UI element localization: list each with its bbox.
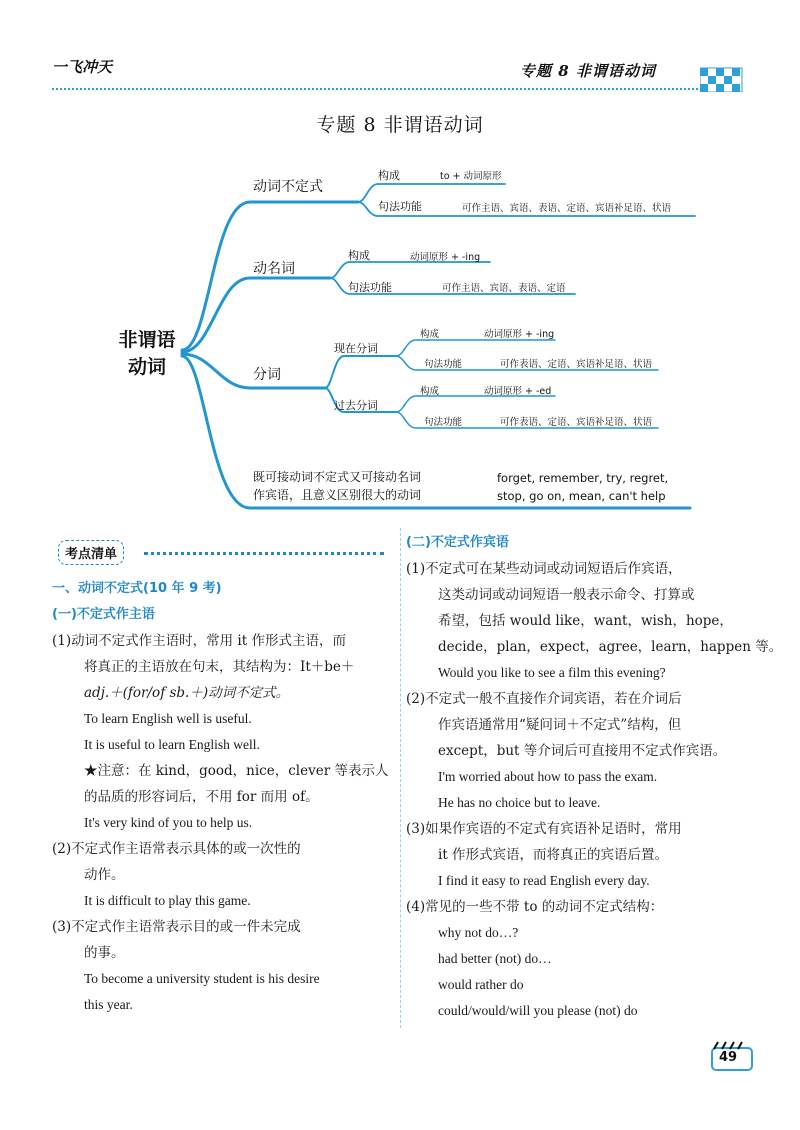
mindmap-root bbox=[114, 327, 180, 381]
right-line: 希望，包括 would like，want，wish，hope， bbox=[438, 613, 733, 629]
left-line: (2)不定式作主语常表示具体的或一次性的 bbox=[52, 841, 301, 857]
mm-past-func-value: 可作表语、定语、宾语补足语、状语 bbox=[500, 417, 653, 428]
right-line: except，but 等介词后可直接用不定式作宾语。 bbox=[438, 743, 727, 759]
left-example: To learn English well is useful. bbox=[84, 711, 252, 726]
right-example: had better (not) do… bbox=[438, 951, 552, 966]
right-line: (4)常见的一些不带 to 的动词不定式结构： bbox=[406, 899, 664, 915]
mm-both-line2: 作宾语，且意义区别很大的动词 bbox=[253, 488, 422, 502]
header-section-title: 专题 8 非谓语动词 bbox=[520, 62, 656, 80]
right-column bbox=[406, 530, 783, 1024]
brand-logo: 一飞冲天 bbox=[52, 58, 113, 76]
mm-past-form-label: 构成 bbox=[420, 386, 440, 397]
left-line: adj.＋(for/of sb.＋)动词不定式。 bbox=[84, 685, 290, 701]
right-line: (1)不定式可在某些动词或动词短语后作宾语， bbox=[406, 561, 682, 577]
mm-past-label: 过去分词 bbox=[334, 399, 378, 412]
kaodian-banner bbox=[58, 540, 388, 564]
mindmap-root-line2: 动词 bbox=[127, 356, 166, 378]
right-example: Would you like to see a film this evening? bbox=[438, 665, 666, 680]
left-section-heading: 一、动词不定式(10 年 9 考) bbox=[52, 581, 222, 596]
mm-both-description bbox=[253, 468, 421, 504]
left-line: 动作。 bbox=[84, 867, 125, 883]
mm-gerund-label: 动名词 bbox=[253, 261, 295, 277]
mindmap-root-line1: 非谓语 bbox=[118, 329, 176, 351]
right-example: I'm worried about how to pass the exam. bbox=[438, 769, 658, 784]
right-line: 这类动词或动词短语一般表示命令、打算或 bbox=[438, 587, 695, 603]
mm-infinitive-form-value: to + 动词原形 bbox=[440, 171, 502, 182]
mm-gerund-form-label: 构成 bbox=[348, 249, 370, 262]
mm-infinitive-func-value: 可作主语、宾语、表语、定语、宾语补足语、状语 bbox=[462, 203, 672, 214]
mm-infinitive-form-label: 构成 bbox=[378, 169, 400, 182]
mm-participle-label: 分词 bbox=[253, 367, 281, 383]
left-line: 的事。 bbox=[84, 945, 125, 961]
right-example: would rather do bbox=[438, 977, 524, 992]
mm-present-label: 现在分词 bbox=[334, 342, 378, 355]
page-number: 49 bbox=[719, 1050, 738, 1065]
right-sub-heading: (二)不定式作宾语 bbox=[406, 535, 509, 550]
mm-present-func-label: 句法功能 bbox=[424, 359, 463, 370]
page-title: 专题 8 非谓语动词 bbox=[316, 114, 484, 136]
column-divider bbox=[400, 528, 401, 1028]
right-line: (2)不定式一般不直接作介词宾语，若在介词后 bbox=[406, 691, 682, 707]
mm-past-func-label: 句法功能 bbox=[424, 417, 463, 428]
mm-present-func-value: 可作表语、定语、宾语补足语、状语 bbox=[500, 359, 653, 370]
left-example: It is difficult to play this game. bbox=[84, 893, 251, 908]
left-line: (1)动词不定式作主语时，常用 it 作形式主语，而 bbox=[52, 633, 346, 649]
right-example: I find it easy to read English every day. bbox=[438, 873, 650, 888]
mm-gerund-func-value: 可作主语、宾语、表语、定语 bbox=[442, 283, 566, 294]
left-example: this year. bbox=[84, 997, 133, 1012]
left-example: It's very kind of you to help us. bbox=[84, 815, 253, 830]
branch-gerund bbox=[182, 278, 330, 352]
left-note: ★注意：在 kind，good，nice，clever 等表示人 bbox=[84, 763, 389, 779]
right-example: could/would/will you please (not) do bbox=[438, 1003, 638, 1018]
mm-past-form-value: 动词原形 + -ed bbox=[484, 386, 552, 397]
mm-infinitive-label: 动词不定式 bbox=[253, 179, 323, 195]
mm-present-form-value: 动词原形 + -ing bbox=[484, 329, 555, 340]
left-example: It is useful to learn English well. bbox=[84, 737, 260, 752]
mm-both-verbs-line1: forget, remember, try, regret, bbox=[497, 471, 669, 485]
left-example: To become a university student is his desire bbox=[84, 971, 320, 986]
header-dotted-rule bbox=[52, 88, 702, 90]
left-sub-heading: (一)不定式作主语 bbox=[52, 607, 155, 622]
right-example: why not do…? bbox=[438, 925, 519, 940]
mm-present-form-label: 构成 bbox=[420, 329, 440, 340]
right-line: 作宾语通常用“疑问词＋不定式”结构，但 bbox=[438, 717, 682, 733]
right-line: (3)如果作宾语的不定式有宾语补足语时，常用 bbox=[406, 821, 682, 837]
header-checker-decoration bbox=[700, 58, 746, 92]
mm-infinitive-func-label: 句法功能 bbox=[378, 200, 422, 213]
mm-both-verbs-line2: stop, go on, mean, can't help bbox=[497, 489, 666, 503]
left-line: (3)不定式作主语常表示目的或一件未完成 bbox=[52, 919, 301, 935]
mm-gerund-func-label: 句法功能 bbox=[348, 281, 392, 294]
left-line: 的品质的形容词后，不用 for 而用 of。 bbox=[84, 789, 319, 805]
mm-gerund-form-value: 动词原形 + -ing bbox=[410, 252, 481, 263]
mm-both-line1: 既可接动词不定式又可接动名词 bbox=[253, 470, 422, 484]
kaodian-label: 考点清单 bbox=[58, 540, 124, 565]
right-line: it 作形式宾语，而将真正的宾语后置。 bbox=[438, 847, 669, 863]
kaodian-dotted-rule bbox=[144, 552, 384, 555]
mm-both-verbs bbox=[497, 469, 668, 505]
left-line: 将真正的主语放在句末，其结构为：It＋be＋ bbox=[84, 659, 355, 675]
right-example: He has no choice but to leave. bbox=[438, 795, 601, 810]
right-line: decide，plan，expect，agree，learn，happen 等。 bbox=[438, 639, 783, 655]
left-column bbox=[52, 576, 392, 1018]
